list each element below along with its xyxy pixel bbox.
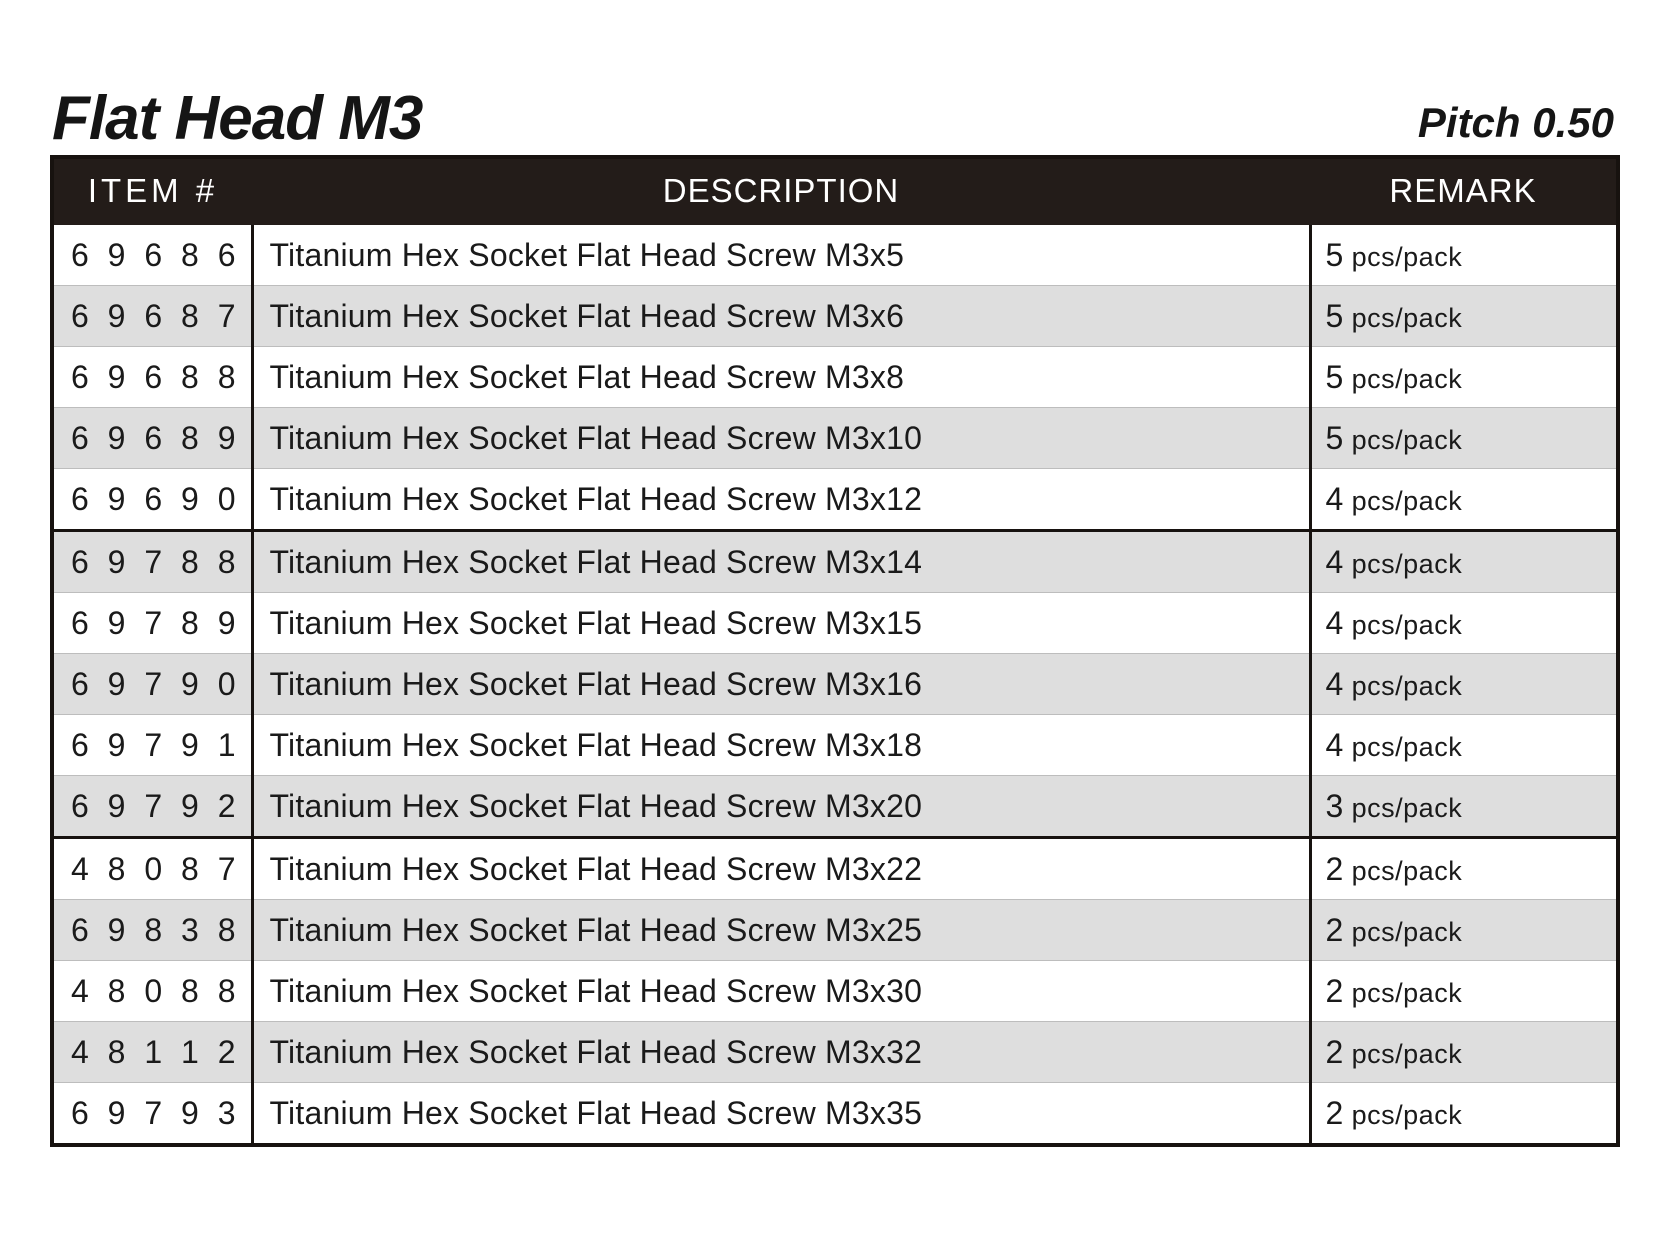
remark-quantity: 4: [1325, 480, 1344, 517]
cell-item-number: 4 8 0 8 8: [54, 961, 252, 1022]
table-header-row: [54, 159, 1616, 225]
table-row: [54, 408, 1616, 469]
remark-quantity: 2: [1325, 1033, 1344, 1070]
cell-remark: [1310, 654, 1616, 715]
cell-item-number: 6 9 6 8 6: [54, 225, 252, 286]
cell-item-number: 6 9 6 9 0: [54, 469, 252, 531]
cell-remark: [1310, 593, 1616, 654]
remark-quantity: 5: [1325, 358, 1344, 395]
pitch-label: Pitch 0.50: [1417, 99, 1614, 146]
column-header-description: DESCRIPTION: [252, 159, 1310, 225]
table-row: [54, 225, 1616, 286]
cell-description: Titanium Hex Socket Flat Head Screw M3x20: [252, 776, 1310, 838]
cell-remark: [1310, 469, 1616, 531]
table-row: [54, 531, 1616, 593]
remark-unit: pcs/pack: [1351, 731, 1463, 762]
cell-item-number: 6 9 6 8 8: [54, 347, 252, 408]
remark-quantity: 2: [1325, 972, 1344, 1009]
cell-description: Titanium Hex Socket Flat Head Screw M3x15: [252, 593, 1310, 654]
remark-quantity: 4: [1325, 604, 1344, 641]
column-header-remark: REMARK: [1310, 159, 1616, 225]
remark-unit: pcs/pack: [1351, 1038, 1463, 1069]
cell-description: Titanium Hex Socket Flat Head Screw M3x32: [252, 1022, 1310, 1083]
cell-description: Titanium Hex Socket Flat Head Screw M3x6: [252, 286, 1310, 347]
cell-remark: [1310, 1083, 1616, 1144]
cell-description: Titanium Hex Socket Flat Head Screw M3x25: [252, 900, 1310, 961]
cell-item-number: 6 9 7 8 8: [54, 531, 252, 593]
remark-unit: pcs/pack: [1351, 548, 1463, 579]
cell-item-number: 6 9 7 9 3: [54, 1083, 252, 1144]
remark-unit: pcs/pack: [1351, 977, 1463, 1008]
table-row: [54, 347, 1616, 408]
remark-quantity: 5: [1325, 419, 1344, 456]
remark-quantity: 4: [1325, 543, 1344, 580]
remark-quantity: 4: [1325, 665, 1344, 702]
table-row: [54, 715, 1616, 776]
remark-unit: pcs/pack: [1351, 855, 1463, 886]
cell-description: Titanium Hex Socket Flat Head Screw M3x14: [252, 531, 1310, 593]
remark-unit: pcs/pack: [1351, 363, 1463, 394]
table-row: [54, 776, 1616, 838]
cell-remark: [1310, 776, 1616, 838]
column-header-item: ITEM #: [54, 159, 252, 225]
remark-unit: pcs/pack: [1351, 916, 1463, 947]
cell-item-number: 6 9 7 9 1: [54, 715, 252, 776]
cell-description: Titanium Hex Socket Flat Head Screw M3x35: [252, 1083, 1310, 1144]
table-row: [54, 654, 1616, 715]
cell-remark: [1310, 900, 1616, 961]
remark-quantity: 5: [1325, 236, 1344, 273]
parts-table-container: [50, 155, 1620, 1147]
cell-description: Titanium Hex Socket Flat Head Screw M3x22: [252, 838, 1310, 900]
table-row: [54, 1083, 1616, 1144]
table-row: [54, 1022, 1616, 1083]
table-row: [54, 593, 1616, 654]
remark-quantity: 5: [1325, 297, 1344, 334]
cell-remark: [1310, 347, 1616, 408]
cell-description: Titanium Hex Socket Flat Head Screw M3x30: [252, 961, 1310, 1022]
cell-item-number: 4 8 0 8 7: [54, 838, 252, 900]
table-row: [54, 286, 1616, 347]
cell-description: Titanium Hex Socket Flat Head Screw M3x16: [252, 654, 1310, 715]
remark-unit: pcs/pack: [1351, 1099, 1463, 1130]
table-row: [54, 838, 1616, 900]
remark-unit: pcs/pack: [1351, 609, 1463, 640]
document-header: [52, 58, 1620, 153]
cell-description: Titanium Hex Socket Flat Head Screw M3x12: [252, 469, 1310, 531]
cell-remark: [1310, 715, 1616, 776]
remark-unit: pcs/pack: [1351, 485, 1463, 516]
remark-unit: pcs/pack: [1351, 792, 1463, 823]
cell-item-number: 6 9 7 9 2: [54, 776, 252, 838]
cell-remark: [1310, 531, 1616, 593]
cell-remark: [1310, 1022, 1616, 1083]
remark-quantity: 2: [1325, 850, 1344, 887]
cell-item-number: 4 8 1 1 2: [54, 1022, 252, 1083]
cell-item-number: 6 9 7 8 9: [54, 593, 252, 654]
cell-description: Titanium Hex Socket Flat Head Screw M3x8: [252, 347, 1310, 408]
cell-description: Titanium Hex Socket Flat Head Screw M3x10: [252, 408, 1310, 469]
remark-unit: pcs/pack: [1351, 241, 1463, 272]
cell-remark: [1310, 408, 1616, 469]
cell-item-number: 6 9 6 8 7: [54, 286, 252, 347]
table-body: [54, 225, 1616, 1143]
parts-table: [54, 159, 1616, 1143]
cell-description: Titanium Hex Socket Flat Head Screw M3x18: [252, 715, 1310, 776]
table-row: [54, 469, 1616, 531]
remark-quantity: 2: [1325, 911, 1344, 948]
table-header: [54, 159, 1616, 225]
cell-item-number: 6 9 6 8 9: [54, 408, 252, 469]
cell-item-number: 6 9 7 9 0: [54, 654, 252, 715]
page-title: Flat Head M3: [52, 84, 423, 153]
cell-remark: [1310, 838, 1616, 900]
remark-unit: pcs/pack: [1351, 302, 1463, 333]
remark-unit: pcs/pack: [1351, 424, 1463, 455]
remark-quantity: 3: [1325, 787, 1344, 824]
cell-remark: [1310, 225, 1616, 286]
table-row: [54, 961, 1616, 1022]
table-row: [54, 900, 1616, 961]
remark-quantity: 4: [1325, 726, 1344, 763]
cell-remark: [1310, 286, 1616, 347]
cell-description: Titanium Hex Socket Flat Head Screw M3x5: [252, 225, 1310, 286]
remark-unit: pcs/pack: [1351, 670, 1463, 701]
cell-item-number: 6 9 8 3 8: [54, 900, 252, 961]
cell-remark: [1310, 961, 1616, 1022]
remark-quantity: 2: [1325, 1094, 1344, 1131]
